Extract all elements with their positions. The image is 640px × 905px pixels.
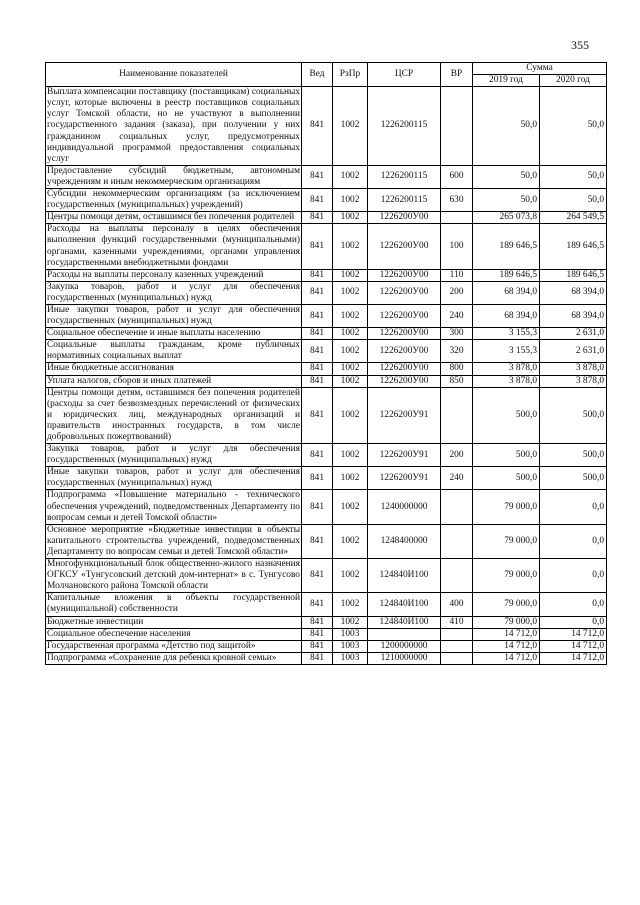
row-vr: 240 [441,467,473,490]
row-name: Бюджетные инвестиции [46,616,302,628]
row-name: Социальные выплаты гражданам, кроме публичных нормативных социальных выплат [47,340,300,362]
row-name: Подпрограмма «Сохранение для ребенка кровной семьи» [46,652,302,664]
row-csr: 1226200У00 [368,328,441,340]
row-name: Центры помощи детям, оставшимся без попечения родителей (расходы за счет безвозмездных перечислений от физических и юридических лиц, международных организаций и правительств иностранных государств, в том числе добровольных пожертвований) [47,387,300,442]
header-name: Наименование показателей [46,63,302,87]
row-rzpr: 1002 [333,189,368,212]
table-row [46,375,607,387]
row-name: Расходы на выплаты персоналу казенных учреждений [46,269,302,281]
row-rzpr: 1002 [333,444,368,467]
row-ved: 841 [302,467,333,490]
row-ved: 841 [302,189,333,212]
row-rzpr: 1002 [333,165,368,188]
table-row [46,165,607,188]
row-name: Уплата налогов, сборов и иных платежей [46,375,302,387]
table-row [46,363,607,375]
table-row [46,189,607,212]
row-vr: 110 [441,269,473,281]
row-rzpr: 1002 [333,269,368,281]
row-sum-2019: 14 712,0 [473,652,540,664]
row-sum-2019: 50,0 [473,87,540,166]
row-name: Социальное обеспечение населения [46,628,302,640]
row-csr: 1226200У00 [368,375,441,387]
row-rzpr: 1003 [333,652,368,664]
table-row [46,490,607,524]
row-vr: 100 [441,224,473,269]
table-row [46,593,607,616]
row-rzpr: 1002 [333,490,368,524]
row-ved: 841 [302,490,333,524]
row-sum-2019: 79 000,0 [473,559,540,593]
row-sum-2020: 2 631,0 [540,328,607,340]
row-rzpr: 1002 [333,212,368,224]
row-ved: 841 [302,281,333,304]
budget-table [45,62,607,665]
row-sum-2019: 14 712,0 [473,628,540,640]
row-name: Многофункциональный блок общественно-жилого назначения ОГКСУ «Тунгусовский детский дом-интернат» в с. Тунгусово Молчановского района Томской области [47,559,300,592]
row-sum-2019: 189 646,5 [473,269,540,281]
row-name: Предоставление субсидий бюджетным, автономным учреждениям и иным некоммерческим организациям [47,165,300,187]
header-ved: Вед [302,63,333,87]
header-vr: ВР [441,63,473,87]
row-rzpr: 1002 [333,387,368,443]
row-sum-2019: 265 073,8 [473,212,540,224]
row-rzpr: 1002 [333,524,368,558]
table-row [46,444,607,467]
row-sum-2020: 0,0 [540,593,607,616]
row-sum-2019: 79 000,0 [473,490,540,524]
row-csr: 1226200У00 [368,224,441,269]
row-ved: 841 [302,363,333,375]
row-sum-2020: 500,0 [540,444,607,467]
row-vr: 410 [441,616,473,628]
table-row [46,652,607,664]
row-sum-2020: 500,0 [540,387,607,443]
row-ved: 841 [302,616,333,628]
table-row [46,304,607,327]
row-sum-2020: 500,0 [540,467,607,490]
table-row [46,328,607,340]
table-row [46,467,607,490]
row-rzpr: 1003 [333,640,368,652]
row-csr: 1226200У91 [368,444,441,467]
row-vr: 630 [441,189,473,212]
row-sum-2019: 79 000,0 [473,593,540,616]
row-vr [441,212,473,224]
row-rzpr: 1002 [333,559,368,593]
row-sum-2020: 2 631,0 [540,340,607,363]
row-sum-2019: 500,0 [473,387,540,443]
row-name: Расходы на выплаты персоналу в целях обеспечения выполнения функций государственными (муниципальными) органами, казенными учреждениями, органами управления государственными внебюджетными фондами [47,224,300,268]
row-sum-2020: 14 712,0 [540,628,607,640]
table-row [46,628,607,640]
header-2019: 2019 год [473,75,540,87]
table-body [46,87,607,665]
row-sum-2020: 189 646,5 [540,269,607,281]
row-name: Закупка товаров, работ и услуг для обеспечения государственных (муниципальных) нужд [47,281,300,303]
row-sum-2019: 79 000,0 [473,616,540,628]
table-row [46,87,607,166]
row-csr: 124840И100 [368,559,441,593]
row-rzpr: 1002 [333,340,368,363]
row-name: Социальное обеспечение и иные выплаты населению [46,328,302,340]
row-vr: 800 [441,363,473,375]
row-sum-2019: 68 394,0 [473,281,540,304]
row-vr: 200 [441,281,473,304]
row-csr: 1226200У91 [368,467,441,490]
row-vr [441,652,473,664]
row-vr [441,640,473,652]
row-ved: 841 [302,269,333,281]
row-sum-2019: 3 155,3 [473,340,540,363]
row-csr: 124840И100 [368,593,441,616]
row-name: Центры помощи детям, оставшимся без попечения родителей [46,212,302,224]
row-rzpr: 1002 [333,593,368,616]
header-2020: 2020 год [540,75,607,87]
row-vr [441,524,473,558]
row-rzpr: 1002 [333,363,368,375]
table-row [46,524,607,558]
table-row [46,640,607,652]
row-ved: 841 [302,304,333,327]
row-csr: 1226200У00 [368,340,441,363]
row-sum-2019: 68 394,0 [473,304,540,327]
row-csr: 1226200У91 [368,387,441,443]
row-sum-2019: 500,0 [473,467,540,490]
row-sum-2019: 79 000,0 [473,524,540,558]
row-sum-2020: 68 394,0 [540,281,607,304]
row-vr: 320 [441,340,473,363]
row-sum-2020: 0,0 [540,559,607,593]
row-rzpr: 1002 [333,616,368,628]
row-sum-2020: 189 646,5 [540,224,607,269]
row-sum-2019: 500,0 [473,444,540,467]
row-name: Государственная программа «Детство под защитой» [46,640,302,652]
row-sum-2020: 0,0 [540,524,607,558]
row-ved: 841 [302,328,333,340]
row-sum-2019: 50,0 [473,189,540,212]
row-rzpr: 1002 [333,467,368,490]
header-rzpr: РзПр [333,63,368,87]
row-csr: 1226200У00 [368,363,441,375]
table-row [46,212,607,224]
row-vr [441,628,473,640]
row-sum-2019: 50,0 [473,165,540,188]
row-vr: 600 [441,165,473,188]
page-number: 355 [571,38,589,52]
row-ved: 841 [302,340,333,363]
row-csr: 1226200115 [368,165,441,188]
row-vr [441,387,473,443]
row-csr: 1240000000 [368,490,441,524]
table-row [46,269,607,281]
row-vr: 850 [441,375,473,387]
row-sum-2020: 0,0 [540,490,607,524]
row-ved: 841 [302,640,333,652]
row-ved: 841 [302,165,333,188]
row-name: Субсидии некоммерческим организациям (за исключением государственных (муниципальных) учреждений) [47,189,300,211]
row-rzpr: 1002 [333,224,368,269]
row-csr: 1226200115 [368,189,441,212]
row-name: Иные закупки товаров, работ и услуг для обеспечения государственных (муниципальных) нужд [47,304,300,327]
row-ved: 841 [302,652,333,664]
row-sum-2019: 3 878,0 [473,375,540,387]
header-csr: ЦСР [368,63,441,87]
table-row [46,387,607,443]
row-csr [368,628,441,640]
row-rzpr: 1003 [333,628,368,640]
row-ved: 841 [302,212,333,224]
row-sum-2020: 50,0 [540,189,607,212]
row-sum-2020: 0,0 [540,616,607,628]
row-ved: 841 [302,87,333,166]
table-row [46,616,607,628]
row-csr: 1226200У00 [368,281,441,304]
row-vr [441,490,473,524]
row-ved: 841 [302,387,333,443]
row-sum-2020: 50,0 [540,165,607,188]
row-name: Выплата компенсации поставщику (поставщикам) социальных услуг, которые включены в реестр поставщиков социальных услуг Томской области, но не участвуют в выполнении государственного задания (заказа), при получении у них гражданином социальных услуг, предусмотренных индивидуальной программой предоставления социальных услуг [47,87,300,164]
table-row [46,281,607,304]
row-sum-2020: 3 878,0 [540,375,607,387]
row-ved: 841 [302,224,333,269]
row-csr: 124840И100 [368,616,441,628]
row-sum-2020: 14 712,0 [540,652,607,664]
row-rzpr: 1002 [333,304,368,327]
row-sum-2019: 14 712,0 [473,640,540,652]
row-vr [441,87,473,166]
row-vr [441,559,473,593]
row-csr: 1200000000 [368,640,441,652]
table-row [46,224,607,269]
row-ved: 841 [302,559,333,593]
row-sum-2019: 3 878,0 [473,363,540,375]
row-name: Иные бюджетные ассигнования [46,363,302,375]
header-sum: Сумма [473,63,607,75]
row-csr: 1226200У00 [368,212,441,224]
row-csr: 1210000000 [368,652,441,664]
row-sum-2020: 50,0 [540,87,607,166]
row-sum-2020: 264 549,5 [540,212,607,224]
row-rzpr: 1002 [333,281,368,304]
row-rzpr: 1002 [333,328,368,340]
row-rzpr: 1002 [333,87,368,166]
row-sum-2019: 3 155,3 [473,328,540,340]
row-csr: 1248400000 [368,524,441,558]
row-name: Капитальные вложения в объекты государственной (муниципальной) собственности [47,593,300,615]
row-sum-2020: 14 712,0 [540,640,607,652]
row-csr: 1226200У00 [368,269,441,281]
row-vr: 300 [441,328,473,340]
row-csr: 1226200У00 [368,304,441,327]
row-name: Основное мероприятие «Бюджетные инвестиции в объекты капитального строительства учреждений, подведомственных Департаменту по вопросам семьи и детей Томской области» [47,524,300,557]
row-vr: 200 [441,444,473,467]
row-sum-2020: 3 878,0 [540,363,607,375]
row-ved: 841 [302,593,333,616]
row-vr: 400 [441,593,473,616]
row-vr: 240 [441,304,473,327]
row-ved: 841 [302,444,333,467]
row-ved: 841 [302,628,333,640]
row-name: Закупка товаров, работ и услуг для обеспечения государственных (муниципальных) нужд [47,444,300,466]
row-ved: 841 [302,375,333,387]
row-name: Иные закупки товаров, работ и услуг для обеспечения государственных (муниципальных) нужд [47,467,300,489]
row-name: Подпрограмма «Повышение материально - технического обеспечения учреждений, подведомственных Департаменту по вопросам семьи и детей Томской области» [47,490,300,523]
row-sum-2019: 189 646,5 [473,224,540,269]
row-csr: 1226200115 [368,87,441,166]
row-ved: 841 [302,524,333,558]
row-rzpr: 1002 [333,375,368,387]
table-row [46,559,607,593]
row-sum-2020: 68 394,0 [540,304,607,327]
table-row [46,340,607,363]
